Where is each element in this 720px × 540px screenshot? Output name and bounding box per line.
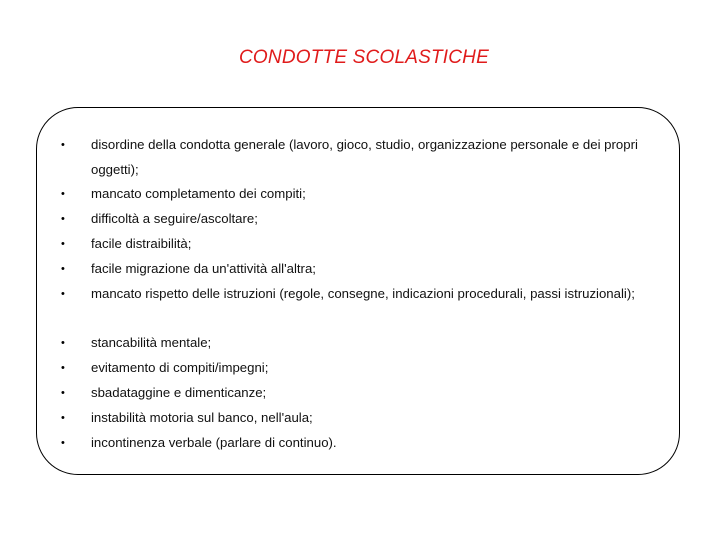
bullet-icon: • xyxy=(61,337,65,349)
bullet-icon: • xyxy=(61,387,65,399)
page-title: CONDOTTE SCOLASTICHE xyxy=(239,47,489,68)
bullet-icon: • xyxy=(61,437,65,449)
list-item-text: stancabilità mentale; xyxy=(91,335,212,350)
bullet-icon: • xyxy=(61,288,65,300)
list-item-text: disordine della condotta generale (lavoro, gioco, studio, organizzazione personale e dei propri oggetti); xyxy=(91,137,638,177)
list-item-text: difficoltà a seguire/ascoltare; xyxy=(91,211,258,226)
list-item-text: mancato rispetto delle istruzioni (regole, consegne, indicazioni procedurali, passi istruzionali); xyxy=(91,286,635,301)
list-item-text: instabilità motoria sul banco, nell'aula; xyxy=(91,410,313,425)
bullet-icon: • xyxy=(61,188,65,200)
list-item-text: incontinenza verbale (parlare di continuo). xyxy=(91,435,337,450)
list-item-text: facile distraibilità; xyxy=(91,236,192,251)
bullet-icon: • xyxy=(61,139,65,151)
bullet-icon: • xyxy=(61,412,65,424)
list-item-text: facile migrazione da un'attività all'altra; xyxy=(91,261,316,276)
bullet-icon: • xyxy=(61,213,65,225)
list-item-text: mancato completamento dei compiti; xyxy=(91,186,306,201)
list-item-text: sbadataggine e dimenticanze; xyxy=(91,385,267,400)
list-item-text: evitamento di compiti/impegni; xyxy=(91,360,269,375)
bullet-icon: • xyxy=(61,238,65,250)
bullet-icon: • xyxy=(61,362,65,374)
bullet-icon: • xyxy=(61,263,65,275)
